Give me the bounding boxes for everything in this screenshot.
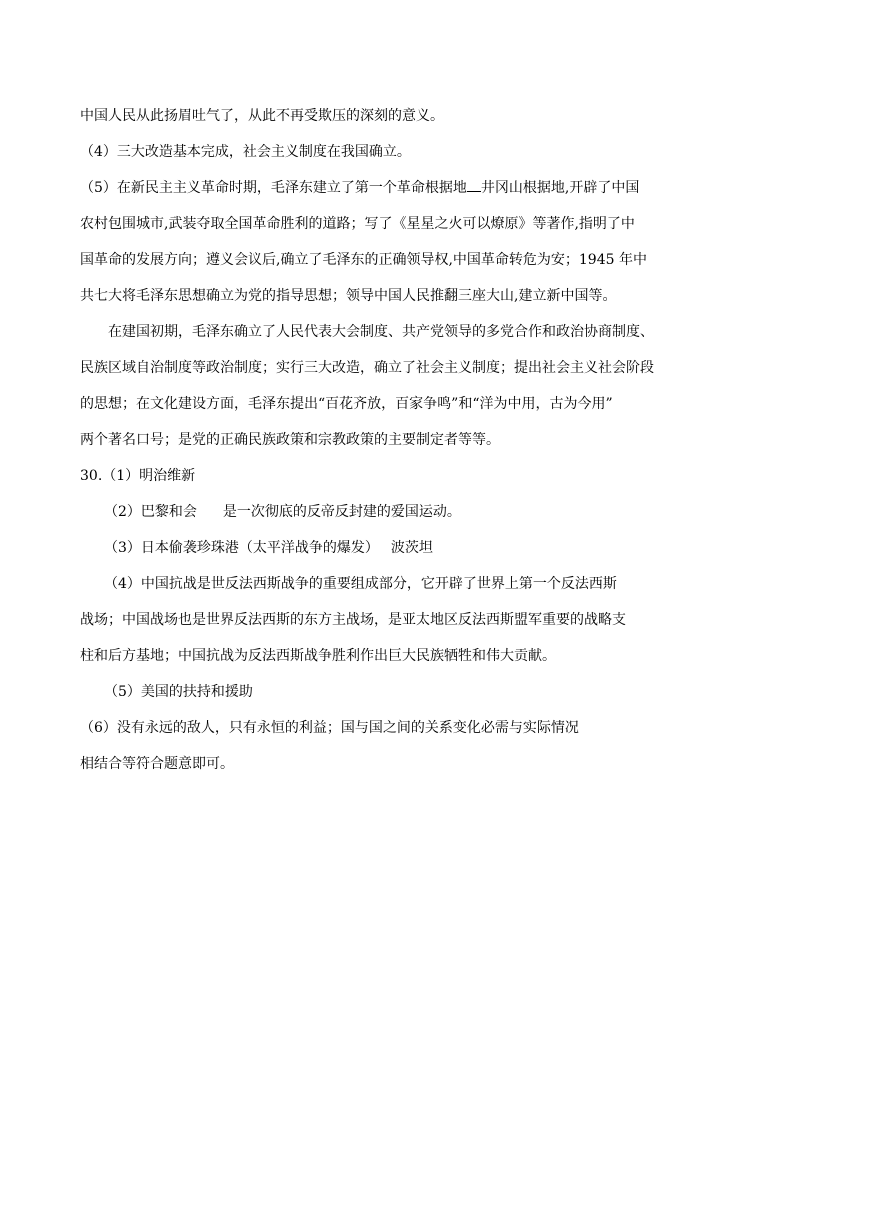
text-segment: 波茨坦 <box>390 540 433 556</box>
text-line: （6）没有永远的敌人，只有永恒的利益；国与国之间的关系变化必需与实际情况 <box>80 720 579 736</box>
text-line: 相结合等符合题意即可。 <box>80 756 234 772</box>
text-line: 民族区域自治制度等政治制度；实行三大改造，确立了社会主义制度；提出社会主义社会阶段 <box>80 360 654 376</box>
text-line: 战场；中国战场也是世界反法西斯的东方主战场，是亚太地区反法西斯盟军重要的战略支 <box>80 612 626 628</box>
text-line: 的思想；在文化建设方面，毛泽东提出“百花齐放，百家争鸣”和“洋为中用，古为今用” <box>80 396 613 412</box>
text-segment: （5）在新民主主义革命时期，毛泽东建立了第一个革命根据地 <box>80 180 467 196</box>
text-line <box>104 502 461 522</box>
text-segment: （2）巴黎和会 <box>104 504 197 520</box>
text-segment: 井冈山根据地,开辟了中国 <box>480 180 640 196</box>
text-segment: （3）日本偷袭珍珠港（太平洋战争的爆发） <box>104 540 379 556</box>
text-line: （4）三大改造基本完成，社会主义制度在我国确立。 <box>80 144 411 160</box>
text-line: 中国人民从此扬眉吐气了，从此不再受欺压的深刻的意义。 <box>80 108 444 124</box>
question-number-line: 30.（1）明治维新 <box>80 468 196 484</box>
text-line: 国革命的发展方向；遵义会议后,确立了毛泽东的正确领导权,中国革命转危为安；1945 年中 <box>80 252 647 268</box>
text-line <box>80 178 639 198</box>
text-segment: 是一次彻底的反帝反封建的爱国运动。 <box>222 504 461 520</box>
text-line: （4）中国抗战是世反法西斯战争的重要组成部分，它开辟了世界上第一个反法西斯 <box>104 576 617 592</box>
answer-blank <box>467 178 481 192</box>
text-line: 在建国初期，毛泽东确立了人民代表大会制度、共产党领导的多党合作和政治协商制度、 <box>108 324 654 340</box>
text-line: 农村包围城市,武装夺取全国革命胜利的道路；写了《星星之火可以燎原》等著作,指明了中 <box>80 216 635 232</box>
text-line: 两个著名口号；是党的正确民族政策和宗教政策的主要制定者等等。 <box>80 432 500 448</box>
text-line <box>104 538 433 558</box>
text-line: 柱和后方基地；中国抗战为反法西斯战争胜利作出巨大民族牺牲和伟大贡献。 <box>80 648 556 664</box>
text-line: 共七大将毛泽东思想确立为党的指导思想；领导中国人民推翻三座大山,建立新中国等。 <box>80 288 617 304</box>
text-line: （5）美国的扶持和援助 <box>104 684 253 700</box>
